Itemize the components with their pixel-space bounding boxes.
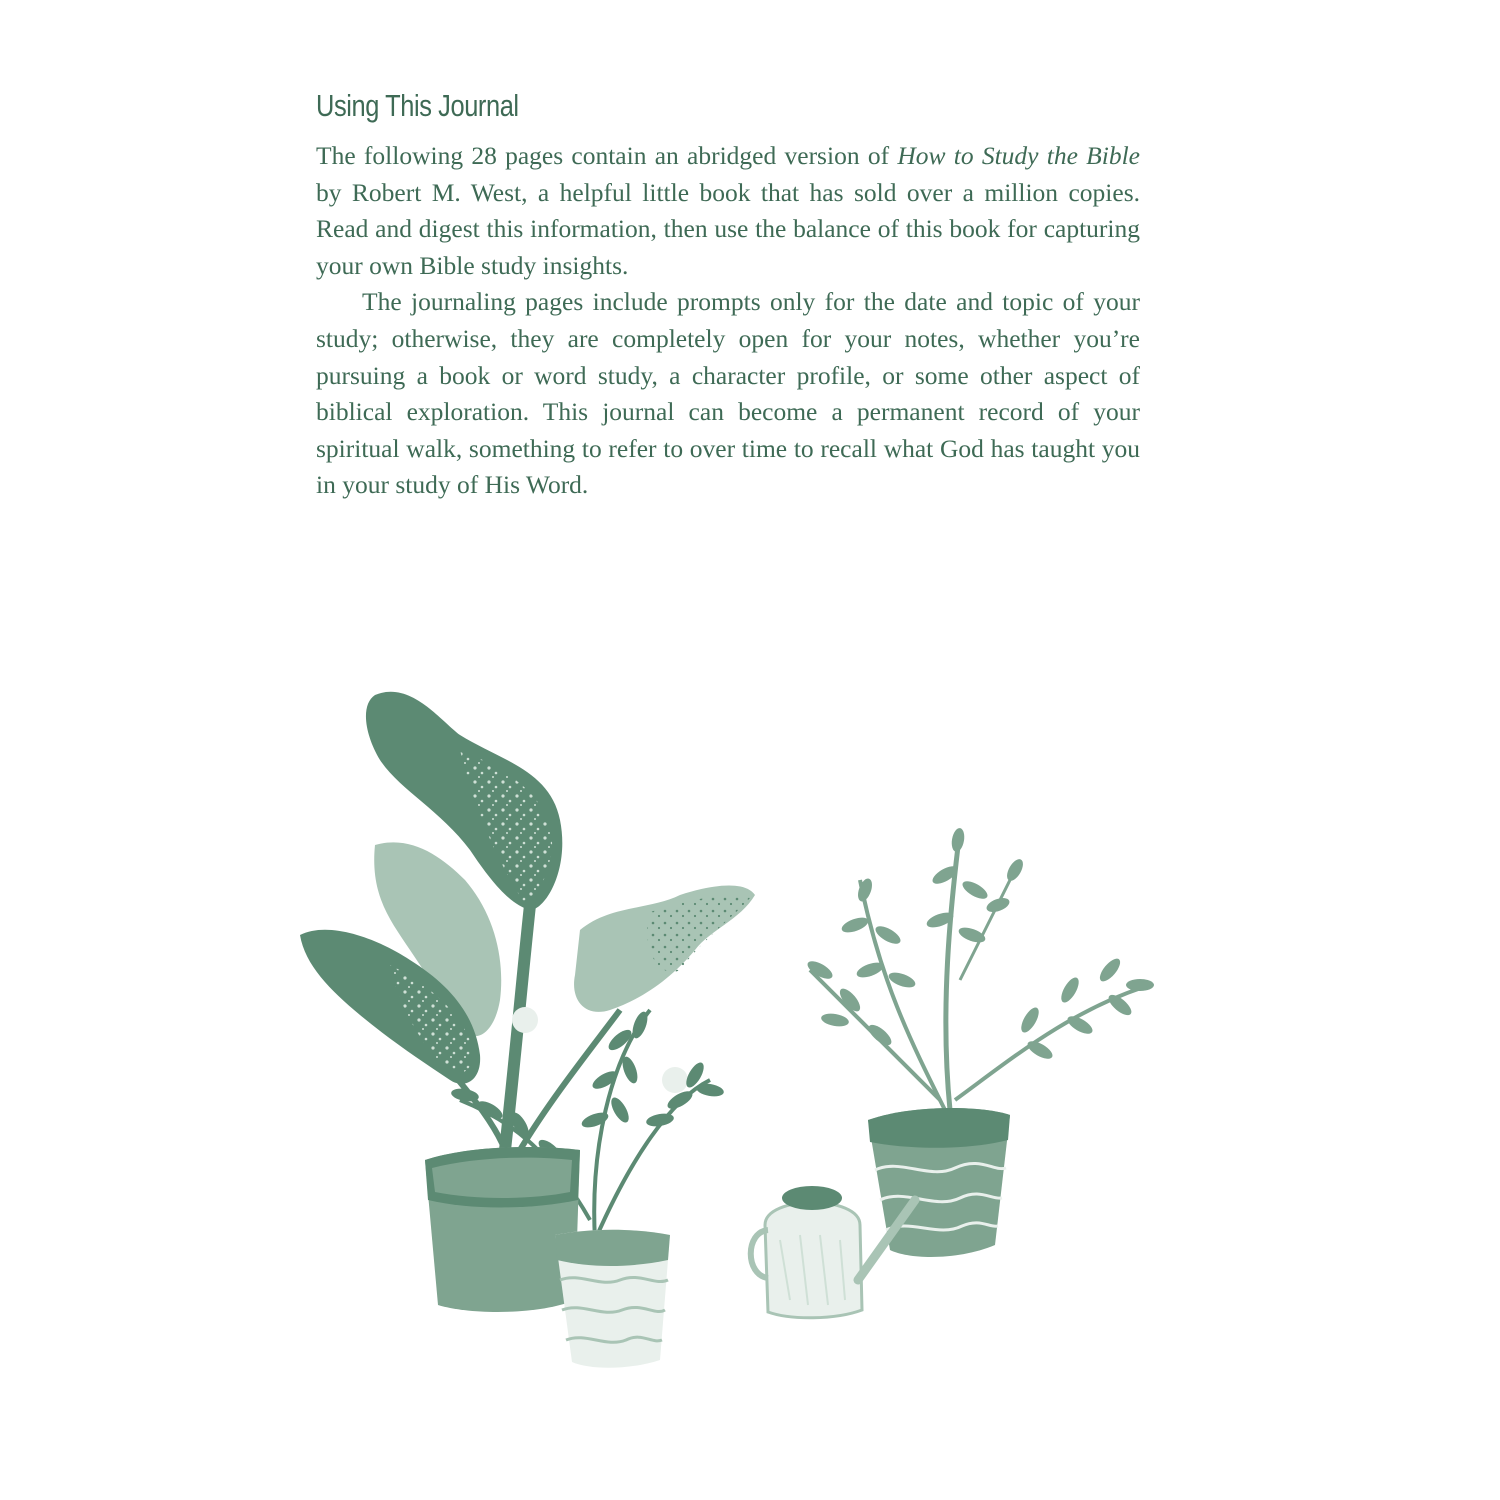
intro-paragraph [316, 138, 1140, 284]
text-block [316, 88, 1140, 504]
plants-illustration [290, 680, 1170, 1380]
intro-text-before: The following 28 pages contain an abridged version of [316, 141, 898, 170]
large-pot [425, 1147, 580, 1312]
book-title: How to Study the Bible [897, 141, 1140, 170]
large-leaf-plant [300, 692, 755, 1202]
small-pot [555, 1230, 670, 1368]
right-plant [805, 827, 1154, 1110]
journaling-paragraph: The journaling pages include prompts only for the date and topic of your study; otherwise, they are completely open for your notes, whether you’re pursuing a book or word study, a character profile, or some other aspect of biblical exploration. This journal can become a permanent record of your spiritual walk, something to refer to over time to recall what God has taught you in your study of His Word. [316, 287, 1140, 500]
section-heading: Using This Journal [316, 88, 519, 123]
intro-text-after: by Robert M. West, a helpful little book that has sold over a million copies. Read and digest this information, then use the balance of this book for capturing your own Bible study insights. [316, 177, 1140, 280]
